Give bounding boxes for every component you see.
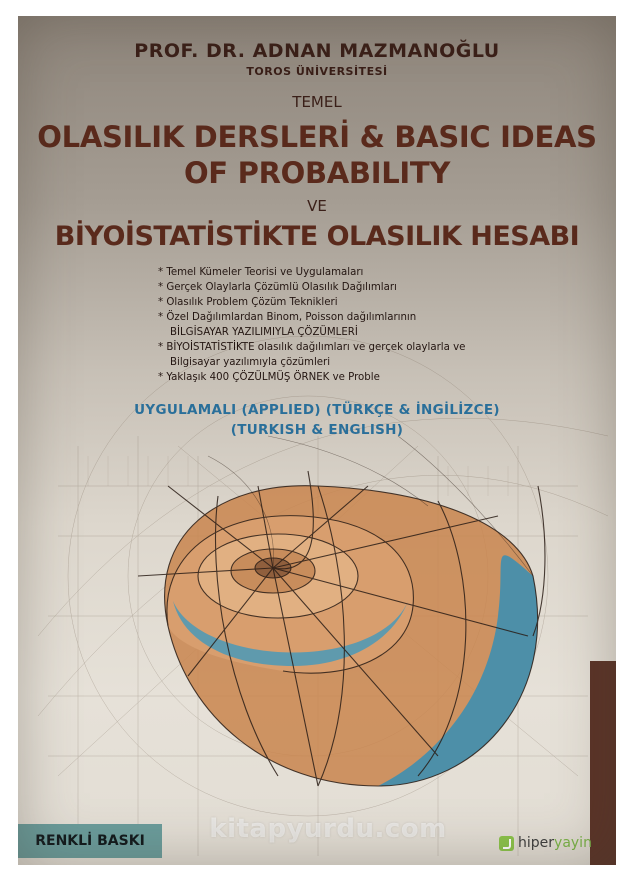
- color-print-badge: RENKLİ BASKI: [18, 824, 162, 858]
- watermark: kitapyurdu.com: [209, 814, 447, 844]
- feature-item: * Yaklaşık 400 ÇÖZÜLMÜŞ ÖRNEK ve Proble: [158, 372, 380, 383]
- title-prefix: TEMEL: [292, 93, 342, 111]
- feature-item: * BİYOİSTATİSTİKTE olasılık dağılımları ve gerçek olaylarla ve: [158, 342, 466, 353]
- publisher-logo: [499, 830, 613, 856]
- title-line-1: OLASILIK DERSLERİ & BASIC IDEAS: [37, 120, 597, 154]
- title-conjunction: VE: [307, 197, 327, 215]
- title-line-2: OF PROBABILITY: [183, 156, 451, 190]
- feature-item-continuation: Bilgisayar yazılımıyla çözümleri: [170, 357, 331, 368]
- author-name: PROF. DR. ADNAN MAZMANOĞLU: [134, 40, 500, 62]
- hiperyayin-logo-icon: [499, 836, 514, 851]
- publisher-name-part-1: hiper: [518, 835, 555, 851]
- book-cover: [18, 16, 616, 865]
- applied-label-line-2: (TURKISH & ENGLISH): [230, 422, 404, 438]
- applied-label-line-1: UYGULAMALI (APPLIED) (TÜRKÇE & İNGİLİZCE): [134, 402, 500, 418]
- title-line-3: BİYOİSTATİSTİKTE OLASILIK HESABI: [54, 221, 580, 252]
- feature-item: * Gerçek Olaylarla Çözümlü Olasılık Dağılımları: [158, 282, 397, 293]
- feature-item: * Olasılık Problem Çözüm Teknikleri: [158, 297, 338, 308]
- feature-list: [158, 265, 578, 385]
- university-name: TOROS ÜNİVERSİTESİ: [246, 65, 388, 78]
- feature-item-continuation: BİLGİSAYAR YAZILIMIYLA ÇÖZÜMLERİ: [170, 327, 358, 338]
- feature-item: * Temel Kümeler Teorisi ve Uygulamaları: [158, 267, 364, 278]
- publisher-name-part-2: yayin: [554, 835, 592, 851]
- feature-item: * Özel Dağılımlardan Binom, Poisson dağılımlarının: [158, 312, 417, 323]
